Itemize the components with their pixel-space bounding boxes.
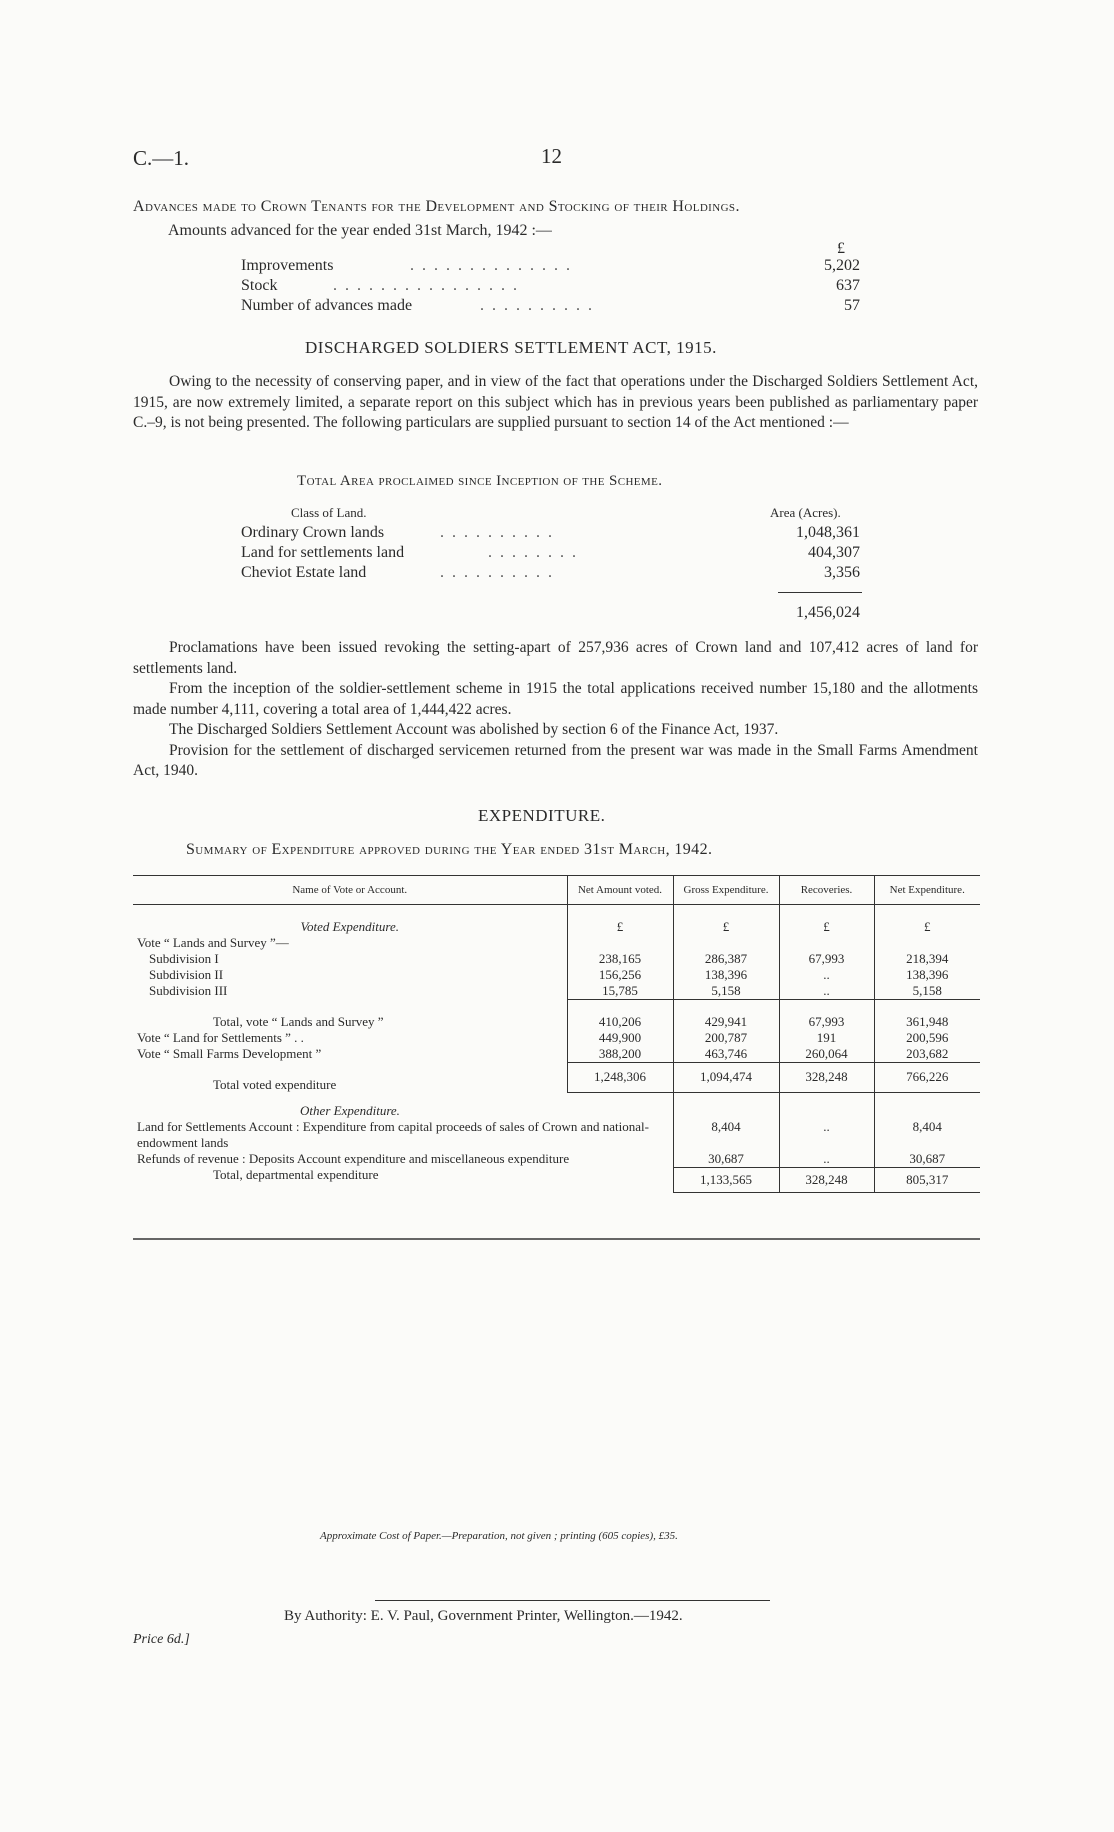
cell-recoveries: 67,993	[779, 1000, 874, 1031]
advance-dots: . . . . . . . . . . . . . . . .	[333, 277, 519, 294]
authority-line: By Authority: E. V. Paul, Government Printer, Wellington.—1942.	[284, 1608, 683, 1624]
col-net-expenditure: Net Expenditure.	[874, 876, 980, 905]
cell-recoveries: 260,064	[779, 1046, 874, 1063]
footer-rule	[375, 1600, 770, 1601]
col-recoveries: Recoveries.	[779, 876, 874, 905]
row-label: Total, vote “ Lands and Survey ”	[213, 1013, 384, 1029]
cell-gross: 429,941	[673, 1000, 779, 1031]
cell-gross: 200,787	[673, 1030, 779, 1046]
dss-paragraphs	[133, 638, 978, 782]
summary-title: Summary of Expenditure approved during the Year ended 31st March, 1942.	[186, 841, 713, 858]
cell-gross: 138,396	[673, 967, 779, 983]
expenditure-heading: EXPENDITURE.	[478, 806, 606, 825]
cell-gross: 5,158	[673, 983, 779, 1000]
cell-recoveries: 328,248	[779, 1063, 874, 1093]
advances-currency: £	[837, 240, 845, 257]
cell-voted: 410,206	[567, 1000, 673, 1031]
table-row	[133, 905, 980, 936]
col-class-of-land: Class of Land.	[291, 505, 367, 520]
area-dots: . . . . . . . . . .	[440, 564, 554, 581]
table-row	[133, 1167, 980, 1192]
cell-voted: 156,256	[567, 967, 673, 983]
table-row	[133, 1030, 980, 1046]
cell-recoveries: ..	[779, 983, 874, 1000]
table-row	[133, 1046, 980, 1063]
row-label: Subdivision II	[149, 967, 224, 982]
advance-label-improvements: Improvements	[241, 257, 334, 274]
cell-recoveries: 328,248	[779, 1167, 874, 1192]
area-label-settlements: Land for settlements land	[241, 544, 405, 561]
advance-label-number: Number of advances made	[241, 297, 413, 314]
price-note: Price 6d.]	[133, 1632, 190, 1647]
cell-net: 8,404	[874, 1119, 980, 1151]
cell-net: 805,317	[874, 1167, 980, 1192]
col-net-amount-voted: Net Amount voted.	[567, 876, 673, 905]
cell-net: 218,394	[874, 951, 980, 967]
advance-dots: . . . . . . . . . . . . . .	[410, 257, 572, 274]
cell-net: 138,396	[874, 967, 980, 983]
table-header-row	[133, 876, 980, 905]
cell-gross: 286,387	[673, 951, 779, 967]
currency-symbol: £	[673, 905, 779, 936]
table-row	[133, 1000, 980, 1031]
area-dots: . . . . . . . . . .	[440, 524, 554, 541]
cell-net: 361,948	[874, 1000, 980, 1031]
currency-symbol: £	[779, 905, 874, 936]
other-expenditure-label: Other Expenditure.	[300, 1102, 400, 1118]
cell-voted: 1,248,306	[567, 1063, 673, 1093]
cell-net: 30,687	[874, 1151, 980, 1168]
cell-net: 200,596	[874, 1030, 980, 1046]
advance-value-number: 57	[844, 297, 860, 314]
table-row	[133, 951, 980, 967]
table-row	[133, 1063, 980, 1093]
row-label: Total voted expenditure	[213, 1076, 337, 1092]
cell-net: 203,682	[874, 1046, 980, 1063]
cell-gross: 1,094,474	[673, 1063, 779, 1093]
row-label: Subdivision I	[149, 951, 219, 966]
cell-gross: 1,133,565	[673, 1167, 779, 1192]
currency-symbol: £	[567, 905, 673, 936]
cell-voted: 238,165	[567, 951, 673, 967]
expenditure-table	[133, 875, 980, 1193]
table-bottom-rule	[133, 1238, 980, 1240]
table-row	[133, 983, 980, 1000]
advance-label-stock: Stock	[241, 277, 278, 294]
advances-title: Advances made to Crown Tenants for the Development and Stocking of their Holdings.	[133, 198, 740, 215]
cell-recoveries: ..	[779, 1151, 874, 1168]
row-label: Refunds of revenue : Deposits Account expenditure and miscellaneous expenditure	[137, 1150, 570, 1166]
advances-intro: Amounts advanced for the year ended 31st March, 1942 :—	[168, 222, 552, 239]
advance-value-stock: 637	[836, 277, 860, 294]
abolished-paragraph: The Discharged Soldiers Settlement Account was abolished by section 6 of the Finance Act, 1937.	[169, 721, 779, 738]
page-number: 12	[541, 144, 562, 168]
area-value-ordinary: 1,048,361	[796, 524, 860, 541]
voted-expenditure-label: Voted Expenditure.	[300, 919, 399, 934]
cost-note: Approximate Cost of Paper.—Preparation, not given ; printing (605 copies), £35.	[320, 1530, 678, 1542]
area-value-settlements: 404,307	[808, 544, 860, 561]
area-title: Total Area proclaimed since Inception of the Scheme.	[297, 473, 663, 489]
inception-paragraph: From the inception of the soldier-settlement scheme in 1915 the total applications received number 15,180 and the allotments made number 4,111, covering a total area of 1,444,422 acres.	[133, 680, 978, 718]
area-total-rule	[778, 592, 862, 593]
dss-intro-paragraph	[133, 372, 978, 434]
vote-lands-label: Vote “ Lands and Survey ”—	[137, 935, 289, 950]
cell-voted: 388,200	[567, 1046, 673, 1063]
cell-voted: 15,785	[567, 983, 673, 1000]
row-label: Land for Settlements Account : Expenditure from capital proceeds of sales of Crown and national-endowment lands	[137, 1118, 649, 1150]
cell-gross: 8,404	[673, 1119, 779, 1151]
col-gross-expenditure: Gross Expenditure.	[673, 876, 779, 905]
cell-gross: 463,746	[673, 1046, 779, 1063]
cell-net: 766,226	[874, 1063, 980, 1093]
currency-symbol: £	[874, 905, 980, 936]
cell-recoveries: ..	[779, 1119, 874, 1151]
area-label-cheviot: Cheviot Estate land	[241, 564, 367, 581]
area-value-cheviot: 3,356	[824, 564, 860, 581]
advance-dots: . . . . . . . . . .	[480, 297, 594, 314]
advance-value-improvements: 5,202	[824, 257, 860, 274]
table-row	[133, 935, 980, 951]
proclamations-paragraph: Proclamations have been issued revoking the setting-apart of 257,936 acres of Crown land and 107,412 acres of land for settlements land.	[133, 639, 978, 677]
row-label: Subdivision III	[149, 983, 228, 998]
area-total: 1,456,024	[796, 604, 860, 621]
cell-recoveries: ..	[779, 967, 874, 983]
table-row	[133, 1151, 980, 1168]
area-label-ordinary: Ordinary Crown lands	[241, 524, 385, 541]
dss-heading: DISCHARGED SOLDIERS SETTLEMENT ACT, 1915.	[305, 338, 717, 357]
dss-paragraph-text: Owing to the necessity of conserving paper, and in view of the fact that operations under the Discharged Soldiers Settlement Act, 1915, are now extremely limited, a separate report on this subject which has in previous years been published as parliamentary paper C.–9, is not being presented. The following particulars are supplied pursuant to section 14 of the Act mentioned :—	[133, 373, 978, 431]
col-name-of-vote: Name of Vote or Account.	[133, 876, 567, 905]
cell-voted: 449,900	[567, 1030, 673, 1046]
cell-recoveries: 67,993	[779, 951, 874, 967]
cell-net: 5,158	[874, 983, 980, 1000]
table-row	[133, 1093, 980, 1119]
row-label: Vote “ Land for Settlements ” . .	[137, 1030, 304, 1045]
row-label: Total, departmental expenditure	[213, 1167, 379, 1182]
row-label: Vote “ Small Farms Development ”	[137, 1046, 322, 1061]
provision-paragraph: Provision for the settlement of discharged servicemen returned from the present war was made in the Small Farms Amendment Act, 1940.	[133, 741, 978, 779]
cell-recoveries: 191	[779, 1030, 874, 1046]
cell-gross: 30,687	[673, 1151, 779, 1168]
table-row	[133, 1119, 980, 1151]
col-area-acres: Area (Acres).	[770, 505, 841, 520]
table-row	[133, 967, 980, 983]
series-code: C.—1.	[133, 146, 190, 170]
area-dots: . . . . . . . .	[488, 544, 578, 561]
